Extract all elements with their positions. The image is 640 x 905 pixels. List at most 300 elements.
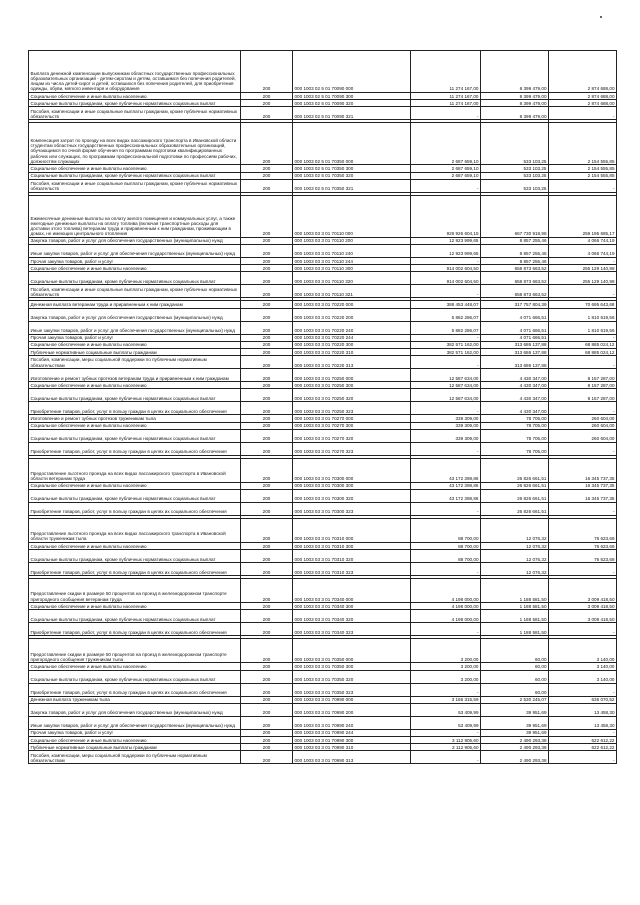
row-line-code-cell: 200 bbox=[241, 237, 293, 244]
row-class-code-cell: 000 1003 02 5 01 70090 300 bbox=[293, 93, 411, 100]
row-unexecuted-cell: 622 612,22 bbox=[549, 737, 617, 744]
row-class-code-cell: 000 1003 02 5 01 70350 000 bbox=[293, 123, 411, 165]
row-approved-cell: 12 587 634,00 bbox=[411, 369, 481, 382]
row-line-code-cell: 200 bbox=[241, 341, 293, 348]
row-unexecuted-cell: 76 623,68 bbox=[549, 550, 617, 563]
row-approved-cell: 914 002 604,50 bbox=[411, 265, 481, 272]
row-executed-cell: 317 757 804,39 bbox=[481, 301, 549, 308]
row-executed-cell: 658 873 663,52 bbox=[481, 285, 549, 298]
table-row bbox=[29, 519, 617, 543]
row-unexecuted-cell: 8 157 287,00 bbox=[549, 382, 617, 389]
row-executed-cell: 533 103,25 bbox=[481, 123, 549, 165]
row-approved-cell: 5 882 286,07 bbox=[411, 308, 481, 321]
table-row bbox=[29, 402, 617, 415]
row-class-code-cell: 000 1003 03 3 01 70310 320 bbox=[293, 550, 411, 563]
row-approved-cell: 12 923 999,65 bbox=[411, 237, 481, 244]
row-executed-cell: 78 705,00 bbox=[481, 442, 549, 455]
row-line-code-cell: 200 bbox=[241, 195, 293, 237]
row-line-code-cell: 200 bbox=[241, 107, 293, 120]
table-row bbox=[29, 623, 617, 636]
row-name-cell: Социальные выплаты гражданам, кроме публичных нормативных социальных выплат bbox=[29, 670, 241, 683]
row-approved-cell: - bbox=[411, 751, 481, 764]
row-approved-cell: 53 409,99 bbox=[411, 716, 481, 729]
row-class-code-cell: 000 1003 03 3 01 70250 000 bbox=[293, 369, 411, 382]
table-row bbox=[29, 503, 617, 516]
row-executed-cell: 12 076,32 bbox=[481, 543, 549, 550]
row-line-code-cell: 200 bbox=[241, 382, 293, 389]
row-executed-cell: 12 076,32 bbox=[481, 563, 549, 576]
row-class-code-cell: 000 1003 03 3 01 70220 244 bbox=[293, 334, 411, 341]
row-class-code-cell: 000 1003 03 3 01 70250 320 bbox=[293, 389, 411, 402]
table-row bbox=[29, 737, 617, 744]
row-name-cell: Социальные выплаты гражданам, кроме публичных нормативных социальных выплат bbox=[29, 389, 241, 402]
table-row bbox=[29, 429, 617, 442]
row-class-code-cell: 000 1003 03 3 01 70110 200 bbox=[293, 237, 411, 244]
table-row bbox=[29, 100, 617, 107]
row-name-cell: Пособия, компенсации и иные социальные выплаты гражданам, кроме публичных нормативных обязательств bbox=[29, 107, 241, 120]
row-approved-cell: 88 700,00 bbox=[411, 550, 481, 563]
row-name-cell: Прочая закупка товаров, работ и услуг bbox=[29, 729, 241, 736]
table-row bbox=[29, 258, 617, 265]
row-unexecuted-cell: 70 695 643,68 bbox=[549, 301, 617, 308]
row-name-cell: Социальное обеспечение и иные выплаты населению bbox=[29, 543, 241, 550]
row-approved-cell: 3 166 315,59 bbox=[411, 696, 481, 703]
row-class-code-cell: 000 1003 03 3 01 70990 313 bbox=[293, 751, 411, 764]
row-name-cell: Социальные выплаты гражданам, кроме публичных нормативных социальных выплат bbox=[29, 100, 241, 107]
row-name-cell: Социальное обеспечение и иные выплаты населению bbox=[29, 422, 241, 429]
row-unexecuted-cell: 1 810 619,56 bbox=[549, 321, 617, 334]
row-line-code-cell: 200 bbox=[241, 93, 293, 100]
table-row bbox=[29, 369, 617, 382]
row-executed-cell: 658 873 663,52 bbox=[481, 272, 549, 285]
row-executed-cell: 533 103,25 bbox=[481, 165, 549, 172]
row-line-code-cell: 200 bbox=[241, 503, 293, 516]
row-class-code-cell: 000 1003 03 3 01 70990 244 bbox=[293, 729, 411, 736]
row-class-code-cell: 000 1003 03 3 01 70250 323 bbox=[293, 402, 411, 415]
row-class-code-cell: 000 1003 03 3 01 70220 000 bbox=[293, 301, 411, 308]
row-executed-cell: 39 951,69 bbox=[481, 703, 549, 716]
table-row bbox=[29, 93, 617, 100]
row-unexecuted-cell: - bbox=[549, 402, 617, 415]
row-line-code-cell: 200 bbox=[241, 696, 293, 703]
row-line-code-cell: 200 bbox=[241, 610, 293, 623]
row-executed-cell: 4 430 347,00 bbox=[481, 389, 549, 402]
row-executed-cell: 4 071 666,51 bbox=[481, 321, 549, 334]
row-unexecuted-cell: 76 623,68 bbox=[549, 519, 617, 543]
table-row bbox=[29, 639, 617, 663]
row-line-code-cell: 200 bbox=[241, 402, 293, 415]
row-class-code-cell: 000 1003 03 3 01 70990 240 bbox=[293, 716, 411, 729]
budget-table bbox=[28, 50, 617, 764]
row-line-code-cell: 200 bbox=[241, 458, 293, 482]
row-line-code-cell: 200 bbox=[241, 429, 293, 442]
row-executed-cell: 60,00 bbox=[481, 639, 549, 663]
row-line-code-cell: 200 bbox=[241, 100, 293, 107]
row-name-cell: Предоставление скидки в размере 50 процентов на проезд в железнодорожном транспорте пригородного сообщения ветеранам труда bbox=[29, 579, 241, 603]
row-executed-cell: 2 490 293,38 bbox=[481, 744, 549, 751]
row-approved-cell: 4 198 000,00 bbox=[411, 610, 481, 623]
table-row bbox=[29, 716, 617, 729]
row-unexecuted-cell: 255 129 140,98 bbox=[549, 272, 617, 285]
row-unexecuted-cell: - bbox=[549, 503, 617, 516]
row-name-cell: Социальные выплаты гражданам, кроме публичных нормативных социальных выплат bbox=[29, 172, 241, 179]
table-row bbox=[29, 308, 617, 321]
row-name-cell: Иные закупки товаров, работ и услуг для обеспечения государственных (муниципальных) нужд bbox=[29, 245, 241, 258]
row-unexecuted-cell: - bbox=[549, 442, 617, 455]
row-class-code-cell: 000 1003 03 3 01 70990 200 bbox=[293, 703, 411, 716]
row-line-code-cell: 200 bbox=[241, 415, 293, 422]
row-class-code-cell: 000 1003 03 3 01 70250 300 bbox=[293, 382, 411, 389]
row-unexecuted-cell: - bbox=[549, 107, 617, 120]
row-class-code-cell: 000 1003 03 3 01 70270 323 bbox=[293, 442, 411, 455]
row-executed-cell: 60,00 bbox=[481, 663, 549, 670]
row-line-code-cell: 200 bbox=[241, 321, 293, 334]
row-line-code-cell: 200 bbox=[241, 490, 293, 503]
row-executed-cell: 2 490 293,38 bbox=[481, 737, 549, 744]
row-name-cell: Закупка товаров, работ и услуг для обеспечения государственных (муниципальных) нужд bbox=[29, 237, 241, 244]
row-executed-cell: 12 076,32 bbox=[481, 550, 549, 563]
row-line-code-cell: 200 bbox=[241, 550, 293, 563]
row-class-code-cell: 000 1003 03 3 01 70220 240 bbox=[293, 321, 411, 334]
row-line-code-cell: 200 bbox=[241, 265, 293, 272]
table-row bbox=[29, 603, 617, 610]
row-class-code-cell: 000 1003 02 5 01 70350 321 bbox=[293, 179, 411, 192]
table-row bbox=[29, 172, 617, 179]
row-approved-cell: - bbox=[411, 563, 481, 576]
row-line-code-cell: 200 bbox=[241, 482, 293, 489]
row-unexecuted-cell: - bbox=[549, 729, 617, 736]
table-row bbox=[29, 744, 617, 751]
page-corner-mark bbox=[600, 16, 602, 18]
table-row bbox=[29, 482, 617, 489]
row-class-code-cell: 000 1003 03 3 01 70340 320 bbox=[293, 610, 411, 623]
row-class-code-cell: 000 1003 03 3 01 70310 300 bbox=[293, 543, 411, 550]
row-executed-cell: 60,00 bbox=[481, 683, 549, 696]
row-executed-cell: 8 399 479,00 bbox=[481, 51, 549, 93]
row-line-code-cell: 200 bbox=[241, 519, 293, 543]
row-line-code-cell: 200 bbox=[241, 172, 293, 179]
row-approved-cell: 88 700,00 bbox=[411, 543, 481, 550]
table-row bbox=[29, 272, 617, 285]
row-name-cell: Социальные выплаты гражданам, кроме публичных нормативных социальных выплат bbox=[29, 550, 241, 563]
row-line-code-cell: 200 bbox=[241, 442, 293, 455]
table-row bbox=[29, 301, 617, 308]
row-class-code-cell: 000 1003 03 3 01 70110 240 bbox=[293, 245, 411, 258]
row-unexecuted-cell: 68 885 024,12 bbox=[549, 349, 617, 356]
row-line-code-cell: 200 bbox=[241, 623, 293, 636]
row-unexecuted-cell: 260 604,00 bbox=[549, 415, 617, 422]
row-approved-cell: - bbox=[411, 285, 481, 298]
row-line-code-cell: 200 bbox=[241, 349, 293, 356]
row-executed-cell: 313 686 137,88 bbox=[481, 341, 549, 348]
table-row bbox=[29, 285, 617, 298]
row-name-cell: Приобретение товаров, работ, услуг в пользу граждан в целях их социального обеспечения bbox=[29, 683, 241, 696]
row-approved-cell: - bbox=[411, 334, 481, 341]
table-row bbox=[29, 415, 617, 422]
row-name-cell: Компенсация затрат по проезду на всех видах пассажирского транспорта в Ивановской области студентам областных государственных профессиональных образовательных организаций, обучающимся по очной форме обучения по программам подготовки квалифицированных рабочих или служащих, по программам профессиональной подготовки по профессиям рабочих, должностям служащих bbox=[29, 123, 241, 165]
row-unexecuted-cell: 3 009 418,50 bbox=[549, 603, 617, 610]
row-name-cell: Социальное обеспечение и иные выплаты населению bbox=[29, 341, 241, 348]
row-unexecuted-cell: 255 129 140,98 bbox=[549, 265, 617, 272]
row-approved-cell: 3 200,00 bbox=[411, 663, 481, 670]
row-unexecuted-cell: 76 623,68 bbox=[549, 543, 617, 550]
row-approved-cell: 382 571 162,00 bbox=[411, 341, 481, 348]
row-executed-cell: 2 530 245,07 bbox=[481, 696, 549, 703]
row-unexecuted-cell: 2 154 555,85 bbox=[549, 172, 617, 179]
row-unexecuted-cell: 3 140,00 bbox=[549, 663, 617, 670]
row-unexecuted-cell: 259 195 685,17 bbox=[549, 195, 617, 237]
row-unexecuted-cell: 13 458,30 bbox=[549, 703, 617, 716]
row-executed-cell: 26 826 661,51 bbox=[481, 458, 549, 482]
row-approved-cell: - bbox=[411, 402, 481, 415]
row-executed-cell: 60,00 bbox=[481, 670, 549, 683]
table-row bbox=[29, 334, 617, 341]
row-executed-cell: 1 188 581,50 bbox=[481, 579, 549, 603]
row-name-cell: Иные закупки товаров, работ и услуг для обеспечения государственных (муниципальных) нужд bbox=[29, 716, 241, 729]
row-line-code-cell: 200 bbox=[241, 729, 293, 736]
row-unexecuted-cell: - bbox=[549, 285, 617, 298]
row-executed-cell: 78 705,00 bbox=[481, 429, 549, 442]
row-line-code-cell: 200 bbox=[241, 579, 293, 603]
table-row bbox=[29, 696, 617, 703]
table-row bbox=[29, 729, 617, 736]
row-approved-cell: - bbox=[411, 179, 481, 192]
row-approved-cell: 53 409,99 bbox=[411, 703, 481, 716]
row-name-cell: Иные закупки товаров, работ и услуг для обеспечения государственных (муниципальных) нужд bbox=[29, 321, 241, 334]
row-class-code-cell: 000 1003 03 3 01 70270 320 bbox=[293, 429, 411, 442]
row-line-code-cell: 200 bbox=[241, 123, 293, 165]
row-executed-cell: 39 951,69 bbox=[481, 729, 549, 736]
row-executed-cell: 4 430 347,00 bbox=[481, 382, 549, 389]
row-class-code-cell: 000 1003 03 3 01 70350 000 bbox=[293, 639, 411, 663]
table-row bbox=[29, 442, 617, 455]
row-approved-cell: 88 700,00 bbox=[411, 519, 481, 543]
row-approved-cell: 12 587 634,00 bbox=[411, 389, 481, 402]
table-row bbox=[29, 563, 617, 576]
row-class-code-cell: 000 1003 03 3 01 70270 300 bbox=[293, 422, 411, 429]
row-approved-cell: 339 309,00 bbox=[411, 415, 481, 422]
row-class-code-cell: 000 1003 03 3 01 70220 313 bbox=[293, 356, 411, 369]
row-line-code-cell: 200 bbox=[241, 751, 293, 764]
row-class-code-cell: 000 1003 03 3 01 70990 000 bbox=[293, 696, 411, 703]
row-class-code-cell: 000 1003 03 3 01 70110 321 bbox=[293, 285, 411, 298]
row-name-cell: Предоставление скидки в размере 50 процентов на проезд в железнодорожном транспорте пригородного сообщения труженикам тыла bbox=[29, 639, 241, 663]
row-class-code-cell: 000 1003 03 3 01 70220 200 bbox=[293, 308, 411, 321]
row-name-cell: Приобретение товаров, работ, услуг в пользу граждан в целях их социального обеспечения bbox=[29, 402, 241, 415]
row-unexecuted-cell: 2 874 688,00 bbox=[549, 51, 617, 93]
row-name-cell: Закупка товаров, работ и услуг для обеспечения государственных (муниципальных) нужд bbox=[29, 703, 241, 716]
row-approved-cell: 3 112 905,60 bbox=[411, 737, 481, 744]
row-executed-cell: 78 705,00 bbox=[481, 415, 549, 422]
row-approved-cell: - bbox=[411, 503, 481, 516]
row-class-code-cell: 000 1003 03 3 01 70350 323 bbox=[293, 683, 411, 696]
row-unexecuted-cell: - bbox=[549, 563, 617, 576]
row-class-code-cell: 000 1003 02 5 01 70090 320 bbox=[293, 100, 411, 107]
row-executed-cell: 8 857 255,46 bbox=[481, 237, 549, 244]
table-row bbox=[29, 195, 617, 237]
row-class-code-cell: 000 1003 03 3 01 70300 323 bbox=[293, 503, 411, 516]
row-unexecuted-cell: 2 874 688,00 bbox=[549, 100, 617, 107]
table-row bbox=[29, 490, 617, 503]
row-name-cell: Пособия, компенсации и иные социальные выплаты гражданам, кроме публичных нормативных обязательств bbox=[29, 285, 241, 298]
row-unexecuted-cell: 260 604,00 bbox=[549, 422, 617, 429]
row-class-code-cell: 000 1003 03 3 01 70300 300 bbox=[293, 482, 411, 489]
row-executed-cell: 4 430 347,00 bbox=[481, 369, 549, 382]
row-executed-cell: 8 857 255,46 bbox=[481, 245, 549, 258]
row-executed-cell: 313 686 137,88 bbox=[481, 349, 549, 356]
row-name-cell: Социальное обеспечение и иные выплаты населению bbox=[29, 603, 241, 610]
row-unexecuted-cell: 8 157 287,00 bbox=[549, 369, 617, 382]
row-name-cell: Приобретение товаров, работ, услуг в пользу граждан в целях их социального обеспечения bbox=[29, 563, 241, 576]
row-approved-cell: 43 172 398,86 bbox=[411, 482, 481, 489]
row-approved-cell: 5 882 286,07 bbox=[411, 321, 481, 334]
row-line-code-cell: 200 bbox=[241, 356, 293, 369]
table-row bbox=[29, 265, 617, 272]
row-name-cell: Социальные выплаты гражданам, кроме публичных нормативных социальных выплат bbox=[29, 429, 241, 442]
row-name-cell: Приобретение товаров, работ, услуг в пользу граждан в целях их социального обеспечения bbox=[29, 442, 241, 455]
row-executed-cell: 313 686 137,88 bbox=[481, 356, 549, 369]
row-executed-cell: 1 188 581,50 bbox=[481, 623, 549, 636]
row-approved-cell: 2 687 659,10 bbox=[411, 123, 481, 165]
row-class-code-cell: 000 1003 03 3 01 70110 244 bbox=[293, 258, 411, 265]
row-executed-cell: 26 826 661,51 bbox=[481, 482, 549, 489]
row-name-cell: Закупка товаров, работ и услуг для обеспечения государственных (муниципальных) нужд bbox=[29, 308, 241, 321]
row-executed-cell: 667 730 918,98 bbox=[481, 195, 549, 237]
row-line-code-cell: 200 bbox=[241, 603, 293, 610]
row-unexecuted-cell: 2 154 555,85 bbox=[549, 165, 617, 172]
row-name-cell: Ежемесячные денежные выплаты на оплату жилого помещения и коммунальных услуг, а также ежегодные денежные выплаты на оплату топлива (включая транспортные расходы для доставки этого топлива) ветеранам труда и приравненным к ним гражданам, проживающим в домах, не имеющих центрального отопления bbox=[29, 195, 241, 237]
table-row bbox=[29, 123, 617, 165]
row-class-code-cell: 000 1003 03 3 01 70350 320 bbox=[293, 670, 411, 683]
row-class-code-cell: 000 1003 03 3 01 70310 000 bbox=[293, 519, 411, 543]
row-class-code-cell: 000 1003 03 3 01 70350 300 bbox=[293, 663, 411, 670]
row-class-code-cell: 000 1003 03 3 01 70310 323 bbox=[293, 563, 411, 576]
row-name-cell: Приобретение товаров, работ, услуг в пользу граждан в целях их социального обеспечения bbox=[29, 503, 241, 516]
row-name-cell: Прочая закупка товаров, работ и услуг bbox=[29, 258, 241, 265]
table-row bbox=[29, 165, 617, 172]
row-approved-cell: 2 687 659,10 bbox=[411, 172, 481, 179]
row-line-code-cell: 200 bbox=[241, 334, 293, 341]
row-name-cell: Приобретение товаров, работ, услуг в пользу граждан в целях их социального обеспечения bbox=[29, 623, 241, 636]
row-approved-cell: 4 198 000,00 bbox=[411, 603, 481, 610]
row-unexecuted-cell: 4 066 744,19 bbox=[549, 237, 617, 244]
row-executed-cell: 78 705,00 bbox=[481, 422, 549, 429]
row-line-code-cell: 200 bbox=[241, 716, 293, 729]
row-class-code-cell: 000 1003 03 3 01 70300 000 bbox=[293, 458, 411, 482]
row-executed-cell: 8 857 255,46 bbox=[481, 258, 549, 265]
row-class-code-cell: 000 1003 03 3 01 70990 310 bbox=[293, 744, 411, 751]
row-name-cell: Предоставление льготного проезда на всех видах пассажирского транспорта в Ивановской области ветеранам труда bbox=[29, 458, 241, 482]
budget-sheet bbox=[28, 50, 616, 764]
row-approved-cell: 11 274 167,00 bbox=[411, 100, 481, 107]
row-approved-cell: 12 923 999,65 bbox=[411, 245, 481, 258]
table-row bbox=[29, 550, 617, 563]
row-approved-cell: 11 274 167,00 bbox=[411, 93, 481, 100]
row-approved-cell: - bbox=[411, 683, 481, 696]
row-name-cell: Социальное обеспечение и иные выплаты населению bbox=[29, 737, 241, 744]
row-approved-cell: 3 112 905,60 bbox=[411, 744, 481, 751]
row-name-cell: Социальное обеспечение и иные выплаты населению bbox=[29, 93, 241, 100]
row-executed-cell: 8 399 479,00 bbox=[481, 93, 549, 100]
row-executed-cell: 26 826 661,51 bbox=[481, 490, 549, 503]
row-unexecuted-cell: - bbox=[549, 258, 617, 265]
row-name-cell: Социальное обеспечение и иные выплаты населению bbox=[29, 265, 241, 272]
table-row bbox=[29, 356, 617, 369]
row-approved-cell: 914 002 604,50 bbox=[411, 272, 481, 285]
row-approved-cell: 388 453 448,07 bbox=[411, 301, 481, 308]
row-unexecuted-cell: 16 345 737,35 bbox=[549, 490, 617, 503]
row-unexecuted-cell: - bbox=[549, 751, 617, 764]
table-row bbox=[29, 610, 617, 623]
table-row bbox=[29, 751, 617, 764]
row-executed-cell: 658 873 663,52 bbox=[481, 265, 549, 272]
table-row bbox=[29, 382, 617, 389]
row-line-code-cell: 200 bbox=[241, 639, 293, 663]
row-approved-cell: 43 172 398,86 bbox=[411, 490, 481, 503]
row-name-cell: Социальное обеспечение и иные выплаты населению bbox=[29, 165, 241, 172]
row-name-cell: Изготовление и ремонт зубных протезов ветеранам труда и приравненным к ним гражданам bbox=[29, 369, 241, 382]
row-executed-cell: 26 826 661,51 bbox=[481, 503, 549, 516]
row-name-cell: Социальное обеспечение и иные выплаты населению bbox=[29, 663, 241, 670]
row-approved-cell: 4 198 000,00 bbox=[411, 579, 481, 603]
row-unexecuted-cell: 2 154 555,85 bbox=[549, 123, 617, 165]
row-line-code-cell: 200 bbox=[241, 179, 293, 192]
row-class-code-cell: 000 1003 03 3 01 70270 000 bbox=[293, 415, 411, 422]
row-unexecuted-cell: - bbox=[549, 334, 617, 341]
row-name-cell: Пособия, компенсации, меры социальной поддержки по публичным нормативным обязательствам bbox=[29, 751, 241, 764]
row-line-code-cell: 200 bbox=[241, 703, 293, 716]
row-unexecuted-cell: 3 140,00 bbox=[549, 670, 617, 683]
row-unexecuted-cell: 4 066 744,19 bbox=[549, 245, 617, 258]
row-line-code-cell: 200 bbox=[241, 369, 293, 382]
row-unexecuted-cell: 636 070,52 bbox=[549, 696, 617, 703]
row-class-code-cell: 000 1003 03 3 01 70110 320 bbox=[293, 272, 411, 285]
table-row bbox=[29, 179, 617, 192]
row-unexecuted-cell: 3 009 418,50 bbox=[549, 610, 617, 623]
row-approved-cell: 339 309,00 bbox=[411, 422, 481, 429]
row-name-cell: Изготовление и ремонт зубных протезов труженикам тыла bbox=[29, 415, 241, 422]
row-executed-cell: 8 399 479,00 bbox=[481, 107, 549, 120]
row-executed-cell: 4 430 347,00 bbox=[481, 402, 549, 415]
table-row bbox=[29, 237, 617, 244]
row-name-cell: Социальные выплаты гражданам, кроме публичных нормативных социальных выплат bbox=[29, 272, 241, 285]
row-executed-cell: 8 399 479,00 bbox=[481, 100, 549, 107]
row-name-cell: Социальное обеспечение и иные выплаты населению bbox=[29, 482, 241, 489]
row-class-code-cell: 000 1003 02 5 01 70090 321 bbox=[293, 107, 411, 120]
row-unexecuted-cell: 2 874 688,00 bbox=[549, 93, 617, 100]
row-approved-cell: - bbox=[411, 258, 481, 265]
row-unexecuted-cell: - bbox=[549, 179, 617, 192]
table-row bbox=[29, 341, 617, 348]
row-name-cell: Публичные нормативные социальные выплаты гражданам bbox=[29, 349, 241, 356]
row-line-code-cell: 200 bbox=[241, 737, 293, 744]
row-name-cell: Пособия, компенсации и иные социальные выплаты гражданам, кроме публичных нормативных обязательств bbox=[29, 179, 241, 192]
row-line-code-cell: 200 bbox=[241, 301, 293, 308]
row-unexecuted-cell: 68 885 024,12 bbox=[549, 341, 617, 348]
table-row bbox=[29, 670, 617, 683]
row-name-cell: Социальные выплаты гражданам, кроме публичных нормативных социальных выплат bbox=[29, 490, 241, 503]
row-approved-cell: - bbox=[411, 442, 481, 455]
row-class-code-cell: 000 1003 02 5 01 70350 300 bbox=[293, 165, 411, 172]
row-line-code-cell: 200 bbox=[241, 51, 293, 93]
row-executed-cell: 533 103,25 bbox=[481, 172, 549, 179]
row-name-cell: Прочая закупка товаров, работ и услуг bbox=[29, 334, 241, 341]
row-line-code-cell: 200 bbox=[241, 389, 293, 402]
row-line-code-cell: 200 bbox=[241, 422, 293, 429]
row-class-code-cell: 000 1003 03 3 01 70110 000 bbox=[293, 195, 411, 237]
row-unexecuted-cell: 16 345 737,35 bbox=[549, 458, 617, 482]
row-name-cell: Социальное обеспечение и иные выплаты населению bbox=[29, 382, 241, 389]
